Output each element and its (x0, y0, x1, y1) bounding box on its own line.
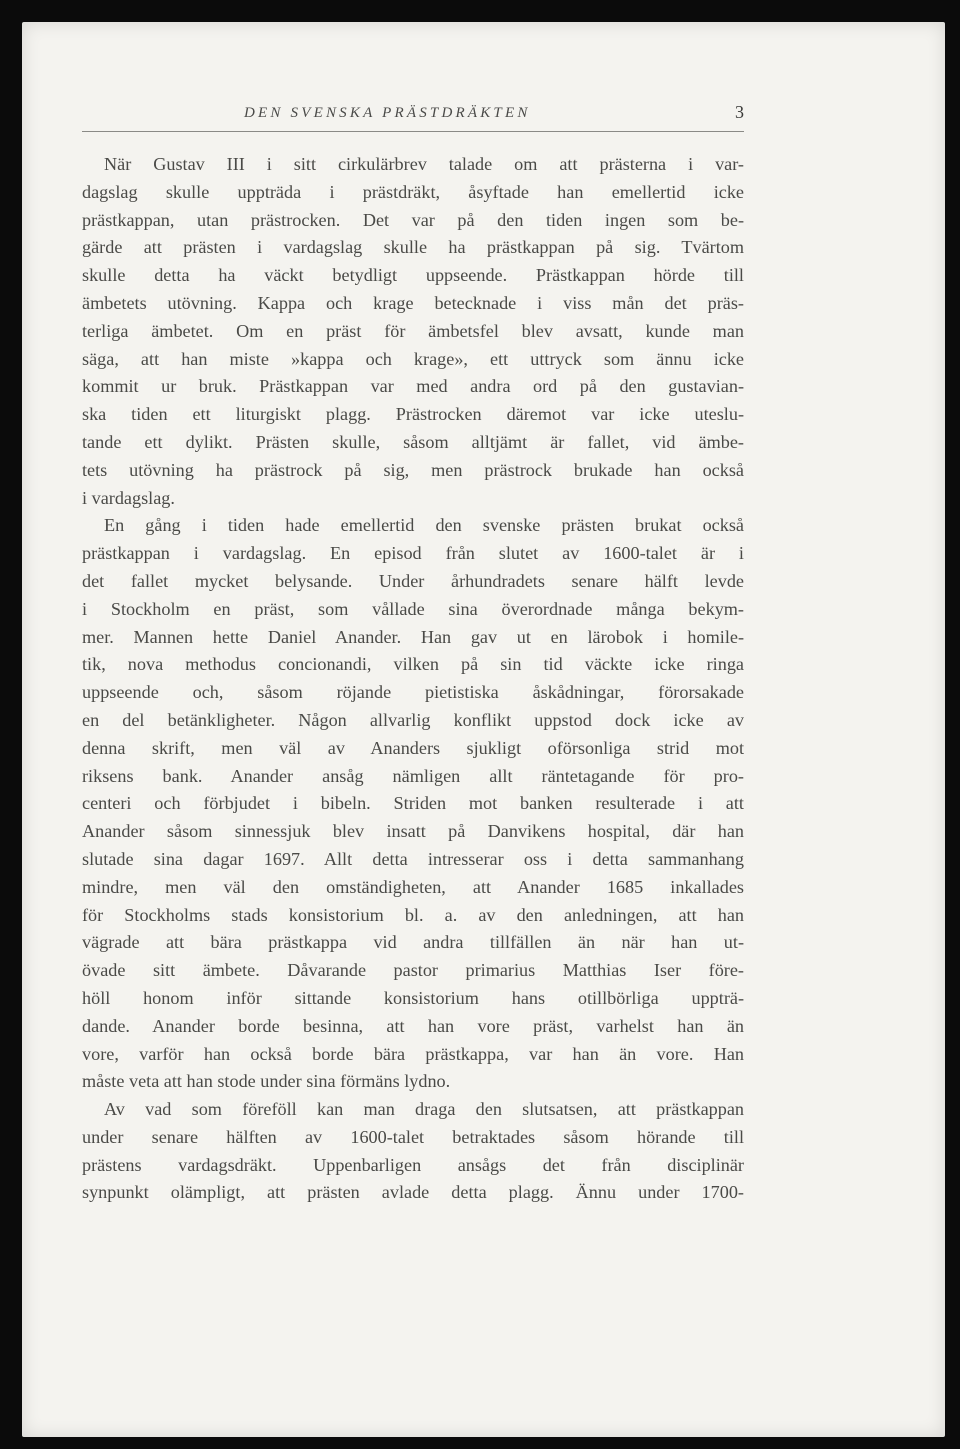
page-number: 3 (735, 102, 744, 122)
text-line: höll honom inför sittande konsistorium hans otillbörliga uppträ- (82, 987, 744, 1008)
text-line: slutade sina dagar 1697. Allt detta intresserar oss i detta sammanhang (82, 848, 744, 869)
text-line: dagslag skulle uppträda i prästdräkt, åsyftade han emellertid icke (82, 181, 744, 202)
body-text (82, 151, 744, 1207)
text-line: mindre, men väl den omständigheten, att Anander 1685 inkallades (82, 876, 744, 897)
text-line: tets utövning ha prästrock på sig, men prästrock brukade han också (82, 459, 744, 480)
text-line: prästens vardagsdräkt. Uppenbarligen ansågs det från disciplinär (82, 1154, 744, 1175)
paragraph (82, 1096, 744, 1207)
text-line: skulle detta ha väckt betydligt uppseende. Prästkappan hörde till (82, 265, 744, 286)
text-line: denna skrift, men väl av Ananders sjukligt oförsonliga strid mot (82, 737, 744, 758)
text-line: övade sitt ämbete. Dåvarande pastor primarius Matthias Iser före- (82, 960, 744, 981)
text-line: under senare hälften av 1600-talet betraktades såsom hörande till (82, 1126, 744, 1147)
text-line: måste veta att han stode under sina förmäns lydno. (82, 1071, 451, 1092)
text-line: centeri och förbjudet i bibeln. Striden mot banken resulterade i att (82, 793, 744, 814)
text-line: prästkappan, utan prästrocken. Det var på den tiden ingen som be- (82, 209, 744, 230)
text-line: det fallet mycket belysande. Under århundradets senare hälft levde (82, 570, 744, 591)
text-line: säga, att han miste »kappa och krage», ett uttryck som ännu icke (82, 348, 744, 369)
text-line: ska tiden ett liturgiskt plagg. Prästrocken däremot var icke uteslu- (82, 404, 744, 425)
paragraph (82, 512, 744, 1096)
running-title: DEN SVENSKA PRÄSTDRÄKTEN (244, 105, 531, 121)
text-line: gärde att prästen i vardagslag skulle ha prästkappan på sig. Tvärtom (82, 237, 744, 258)
text-line: kommit ur bruk. Prästkappan var med andra ord på den gustavian- (82, 376, 744, 397)
text-line: i vardagslag. (82, 487, 175, 508)
text-line: terliga ämbetet. Om en präst för ämbetsfel blev avsatt, kunde man (82, 320, 744, 341)
paragraph (82, 151, 744, 512)
text-line: uppseende och, såsom röjande pietistiska åskådningar, förorsakade (82, 682, 744, 703)
text-line: vore, varför han också borde bära prästkappa, var han än vore. Han (82, 1043, 744, 1064)
text-line: dande. Anander borde besinna, att han vore präst, varhelst han än (82, 1015, 744, 1036)
text-line: När Gustav III i sitt cirkulärbrev talade om att prästerna i var- (104, 154, 744, 174)
text-line: prästkappan i vardagslag. En episod från slutet av 1600-talet är i (82, 543, 744, 564)
text-line: för Stockholms stads konsistorium bl. a. av den anledningen, att han (82, 904, 744, 925)
text-line: ämbetets utövning. Kappa och krage betecknade i viss mån det präs- (82, 292, 744, 313)
text-line: synpunkt olämpligt, att prästen avlade detta plagg. Ännu under 1700- (82, 1182, 744, 1203)
text-line: mer. Mannen hette Daniel Anander. Han gav ut en lärobok i homile- (82, 626, 744, 647)
text-line: en del betänkligheter. Någon allvarlig konflikt uppstod dock icke av (82, 709, 744, 730)
text-line: En gång i tiden hade emellertid den svenske prästen brukat också (104, 515, 744, 536)
text-line: vägrade att bära prästkappa vid andra tillfällen än när han ut- (82, 932, 744, 953)
running-header (82, 102, 744, 132)
text-line: riksens bank. Anander ansåg nämligen allt räntetagande för pro- (82, 765, 744, 786)
text-line: tik, nova methodus concionandi, vilken på sin tid väckte icke ringa (82, 654, 744, 675)
text-line: tande ett dylikt. Prästen skulle, såsom alltjämt är fallet, vid ämbe- (82, 431, 744, 452)
text-line: i Stockholm en präst, som vållade sina överordnade många bekym- (82, 598, 744, 619)
text-line: Anander såsom sinnessjuk blev insatt på Danvikens hospital, där han (82, 821, 744, 842)
text-line: Av vad som föreföll kan man draga den slutsatsen, att prästkappan (104, 1099, 744, 1120)
